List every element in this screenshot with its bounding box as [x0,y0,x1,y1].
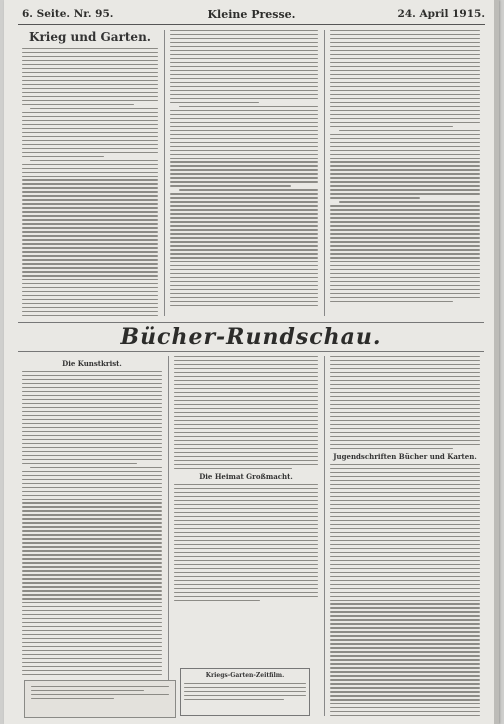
advertisement-text [184,683,306,700]
page-edge-shadow [494,0,499,724]
article-text-block [330,30,480,302]
advertisement-box [180,668,310,716]
rubric-title: Bücher-Rundschau. [18,322,484,352]
column-top-2 [170,30,318,316]
advertisement-label: Kriegs-Garten-Zeitfilm. [205,672,285,679]
column-divider [324,30,325,316]
article-text-block [330,464,480,716]
column-top-3 [330,30,480,316]
masthead: Kleine Presse. [207,8,296,21]
library-stamp [24,680,176,718]
column-divider [324,356,325,716]
subhead-kunst: Die Kunstkrist. [62,359,122,368]
article-text-block [170,30,318,306]
page-header [14,8,489,22]
article-text-block [22,371,162,676]
column-bottom-2 [174,356,318,666]
column-top-1 [22,30,158,316]
column-divider [168,356,169,716]
subhead-jugend: Jugendschriften Bücher und Karten. [333,452,477,462]
article-text-block [330,356,480,449]
section-title-krieg-garten: Krieg und Garten. [29,30,151,44]
article-text-block [174,484,318,601]
subhead-heimat: Die Heimat Großmacht. [199,471,293,481]
column-bottom-3 [330,356,480,716]
column-bottom-1 [22,356,162,676]
article-text-block [22,48,158,316]
stamp-text [25,681,175,699]
page-number: 6. Seite. Nr. 95. [22,8,114,20]
column-divider [164,30,165,316]
header-rule [18,24,485,25]
newspaper-page [4,0,499,724]
issue-date: 24. April 1915. [397,8,485,20]
article-text-block [174,356,318,469]
